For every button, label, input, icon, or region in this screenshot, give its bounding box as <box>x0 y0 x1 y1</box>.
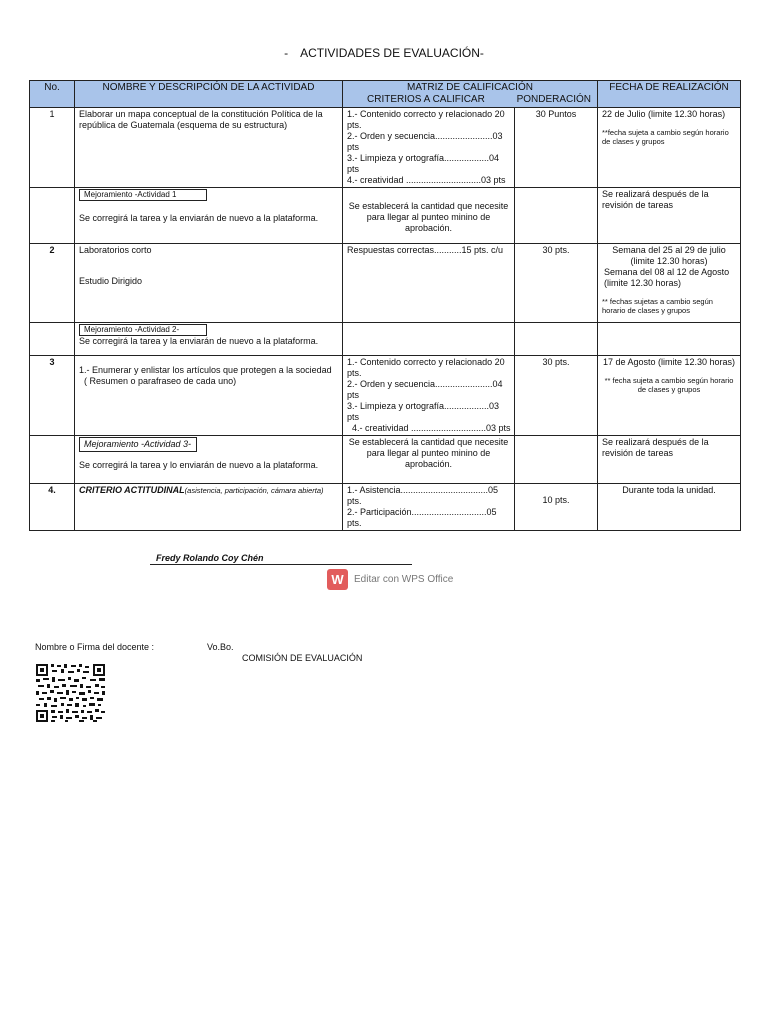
table-header-row <box>30 81 741 108</box>
header-no: No. <box>30 81 75 108</box>
activity-text: Laboratorios corto <box>79 245 152 255</box>
criteria-cell <box>343 188 515 244</box>
criteria-cell <box>343 484 515 531</box>
teacher-name-label: Nombre o Firma del docente : <box>35 642 155 652</box>
teacher-signature-name: Fredy Rolando Coy Chén <box>150 553 412 565</box>
header-nombre: NOMBRE Y DESCRIPCIÓN DE LA ACTIVIDAD <box>75 81 343 108</box>
activity-description: Elaborar un mapa conceptual de la constitución Política de la república de Guatemala (esquema de su estructura) <box>75 108 343 188</box>
document-title <box>0 46 768 60</box>
criterion: 4.- creatividad ..............................03 pts <box>347 423 511 433</box>
date-text: Semana del 25 al 29 de julio (limite 12.30 horas) <box>612 245 726 266</box>
improvement-cell <box>75 436 343 484</box>
date-cell <box>598 108 741 188</box>
activity-description <box>75 356 343 436</box>
activity-text: ( Resumen o parafraseo de cada uno) <box>79 376 237 386</box>
row-number: 4. <box>30 484 75 531</box>
date-cell <box>598 244 741 323</box>
activity-description <box>75 244 343 323</box>
criterion: 2.- Participación..............................05 pts. <box>347 507 497 528</box>
date-cell: Durante toda la unidad. <box>598 484 741 531</box>
date-note: ** fechas sujetas a cambio según horario de clases y grupos <box>602 297 713 315</box>
improvement-label: Mejoramiento -Actividad 2- <box>79 324 207 336</box>
table-row <box>30 188 741 244</box>
table-row <box>30 356 741 436</box>
improvement-criterion: Se establecerá la cantidad que necesite para llegar al punteo minino de aprobación. <box>348 201 509 233</box>
table-row <box>30 484 741 531</box>
date-cell <box>598 356 741 436</box>
criterion: 1.- Contenido correcto y relacionado 20 pts. <box>347 109 505 130</box>
wps-edit-banner[interactable] <box>327 568 453 590</box>
date-note: ** fecha sujeta a cambio según horario de clases y grupos <box>604 376 734 394</box>
weight-cell: 30 pts. <box>515 244 598 323</box>
wps-logo-icon: W <box>327 569 348 590</box>
improvement-label: Mejoramiento -Actividad 3- <box>79 437 197 452</box>
table-row <box>30 323 741 356</box>
activity-text: Estudio Dirigido <box>79 276 143 286</box>
date-cell: Se realizará después de la revisión de tareas <box>598 436 741 484</box>
wps-edit-text: Editar con WPS Office <box>354 573 454 585</box>
weight-cell: 30 pts. <box>515 356 598 436</box>
header-criterios: CRITERIOS A CALIFICAR <box>367 94 485 105</box>
criterion: 4.- creatividad ..............................03 pts <box>347 175 506 185</box>
criterion: 2.- Orden y secuencia.......................03 pts <box>347 131 503 152</box>
vobo-label: Vo.Bo. <box>207 642 234 652</box>
weight-cell: 10 pts. <box>515 484 598 531</box>
improvement-cell <box>75 188 343 244</box>
activity-description <box>75 484 343 531</box>
improvement-cell <box>75 323 343 356</box>
date-note: **fecha sujeta a cambio según horario de clases y grupos <box>602 128 729 146</box>
criteria-cell <box>343 108 515 188</box>
weight-cell: 30 Puntos <box>515 108 598 188</box>
date-text: Semana del 08 al 12 de Agosto (limite 12.30 horas) <box>604 267 730 288</box>
header-matriz-title: MATRIZ DE CALIFICACIÓN <box>407 82 533 93</box>
criterion: 3.- Limpieza y ortografía..................04 pts <box>347 153 500 174</box>
table-row <box>30 244 741 323</box>
criteria-cell: Se establecerá la cantidad que necesite para llegar al punteo minino de aprobación. <box>343 436 515 484</box>
title-text: ACTIVIDADES DE EVALUACIÓN- <box>300 46 484 60</box>
table-row <box>30 108 741 188</box>
activity-detail: (asistencia, participación, cámara abierta) <box>184 486 324 495</box>
improvement-label: Mejoramiento -Actividad 1 <box>79 189 207 201</box>
row-number: 2 <box>30 244 75 323</box>
activity-title: CRITERIO ACTITUDINAL <box>79 485 185 495</box>
date-text: 17 de Agosto (limite 12.30 horas) <box>602 357 736 367</box>
criterion: 2.- Orden y secuencia.......................04 pts <box>347 379 503 400</box>
commission-label: COMISIÓN DE EVALUACIÓN <box>242 653 363 663</box>
date-text: 22 de Julio (limite 12.30 horas) <box>602 109 726 119</box>
criteria-cell <box>343 356 515 436</box>
date-cell: Se realizará después de la revisión de tareas <box>598 188 741 244</box>
row-number: 1 <box>30 108 75 188</box>
header-fecha: FECHA DE REALIZACIÓN <box>598 81 741 108</box>
row-number: 3 <box>30 356 75 436</box>
improvement-text: Se corregirá la tarea y la enviarán de nuevo a la plataforma. <box>79 213 319 223</box>
improvement-text: Se corregirá la tarea y lo enviarán de nuevo a la plataforma. <box>79 460 319 470</box>
header-ponderacion: PONDERACIÓN <box>516 94 592 105</box>
table-row <box>30 436 741 484</box>
criterion: 3.- Limpieza y ortografía..................03 pts <box>347 401 500 422</box>
header-matriz <box>343 81 598 108</box>
activity-text: 1.- Enumerar y enlistar los artículos que protegen a la sociedad <box>79 365 332 375</box>
criterion: 1.- Contenido correcto y relacionado 20 pts. <box>347 357 505 378</box>
title-dash: - <box>284 46 289 60</box>
criteria-cell: Respuestas correctas...........15 pts. c/u <box>343 244 515 323</box>
qr-code-icon <box>35 663 106 723</box>
evaluation-table <box>29 80 741 531</box>
improvement-text: Se corregirá la tarea y la enviarán de nuevo a la plataforma. <box>79 336 319 346</box>
criterion: 1.- Asistencia...................................05 pts. <box>347 485 499 506</box>
